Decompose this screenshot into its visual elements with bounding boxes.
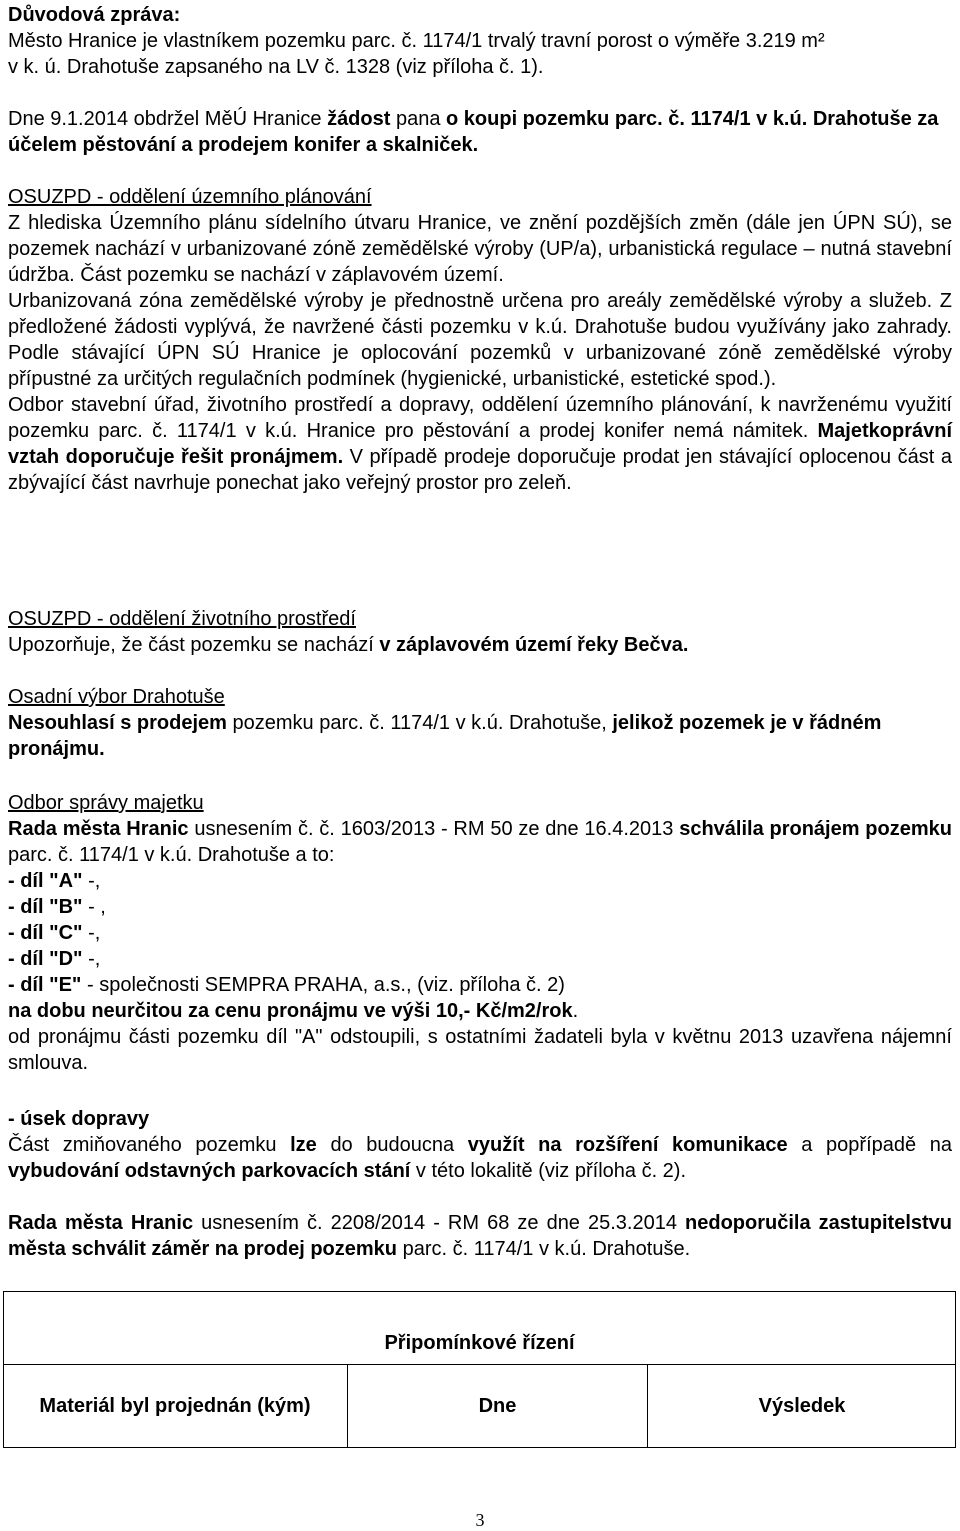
section-osuzpd-planning [8,184,952,496]
list-item: - díl "C" -, [8,922,101,944]
table-col-result: Výsledek [758,1395,846,1417]
intro-line-1: Město Hranice je vlastníkem pozemku parc. č. 1174/1 trvalý travní porost o výměře 3.219 m² [8,30,825,52]
list-item: - díl "D" -, [8,948,101,970]
list-item: - díl "B" - , [8,896,106,918]
intro-paragraph [8,28,952,80]
review-table [3,1291,956,1448]
section-heading: - úsek dopravy [8,1108,150,1130]
request-paragraph: Dne 9.1.2014 obdržel MěÚ Hranice žádost pana o koupi pozemku parc. č. 1174/1 v k.ú. Drahotuše za účelem pěstování a prodejem konifer a skalniček. [8,108,939,156]
table-col-date: Dne [478,1395,517,1417]
document-title-block [8,2,952,28]
lease-withdrawal: od pronájmu části pozemku díl "A" odstoupili, s ostatními žadateli byla v květnu 2013 uzavřena nájemní smlouva. [8,1026,952,1074]
document-title: Důvodová zpráva: [8,4,181,26]
list-item: - díl "E" - společnosti SEMPRA PRAHA, a.s., (viz. příloha č. 2) [8,974,565,996]
planning-paragraph-3: Odbor stavební úřad, životního prostředí a dopravy, oddělení územního plánování, k navrženému využití pozemku parc. č. 1174/1 v k.ú. Hranice pro pěstování a prodej konifer nemá námitek. Majetkoprávní vztah doporučuje řešit pronájmem. V případě prodeje doporučuje prodat jen stávající oplocenou část a zbývající část navrhuje ponechat jako veřejný prostor pro zeleň. [8,394,952,494]
section-majetek: Odbor správy majetku Rada města Hranic usnesením č. č. 1603/2013 - RM 50 ze dne 16.4.2013 schválila pronájem pozemku parc. č. 1174/1 v k.ú. Drahotuše a to: - díl "A" -, - díl "B" - , - díl "C" -, - díl "D" -, - díl "E" - společnosti SEMPRA PRAHA, a.s., (viz. příloha č. 2) na dobu neurčitou za cenu pronájmu ve výši 10,- Kč/m2/rok. od pronájmu části pozemku díl "A" odstoupili, s ostatními žadateli byla v květnu 2013 uzavřena nájemní smlouva. [8,792,952,1074]
planning-paragraph-2: Urbanizovaná zóna zemědělské výroby je přednostně určena pro areály zemědělské výroby a služeb. Z předložené žádosti vyplývá, že navržené části pozemku v k.ú. Drahotuše budou využívány jako zahrady. Podle stávající ÚPN SÚ Hranice je oplocování pozemků v urbanizované zóně zemědělské výroby přípustné za určitých regulačních podmínek (hygienické, urbanistické, estetické spod.). [8,290,952,390]
section-heading: OSUZPD - oddělení územního plánování [8,186,372,208]
planning-paragraph-1: Z hlediska Územního plánu sídelního útvaru Hranice, ve znění pozdějších změn (dále jen ÚPN SÚ), se pozemek nachází v urbanizované zóně zemědělské výroby (UP/a), urbanistická regulace – nutná stavební údržba. Část pozemku se nachází v záplavovém území. [8,212,952,286]
section-doprava: - úsek dopravy Část zmiňovaného pozemku lze do budoucna využít na rozšíření komunikace a popřípadě na vybudování odstavných parkovacích stání v této lokalitě (viz příloha č. 2). [8,1108,952,1182]
table-header: Připomínkové řízení [384,1332,575,1354]
section-osadni-vybor: Osadní výbor Drahotuše Nesouhlasí s prodejem pozemku parc. č. 1174/1 v k.ú. Drahotuše, jelikož pozemek je v řádném pronájmu. [8,684,952,762]
section-heading: Osadní výbor Drahotuše [8,686,225,708]
section-osuzpd-environment: OSUZPD - oddělení životního prostředí Upozorňuje, že část pozemku se nachází v záplavovém území řeky Bečva. [8,606,952,658]
list-item: - díl "A" -, [8,870,101,892]
section-rada-2014: Rada města Hranic usnesením č. 2208/2014 - RM 68 ze dne 25.3.2014 nedoporučila zastupitelstvu města schválit záměr na prodej pozemku parc. č. 1174/1 v k.ú. Drahotuše. [8,1212,952,1260]
intro-line-2: v k. ú. Drahotuše zapsaného na LV č. 1328 (viz příloha č. 1). [8,56,544,78]
section-heading: OSUZPD - oddělení životního prostředí [8,608,356,630]
page-number: 3 [475,1510,485,1530]
table-col-material: Materiál byl projednán (kým) [39,1395,311,1417]
section-heading: Odbor správy majetku [8,792,204,814]
lease-term: na dobu neurčitou za cenu pronájmu ve výši 10,- Kč/m2/rok. [8,1000,579,1022]
